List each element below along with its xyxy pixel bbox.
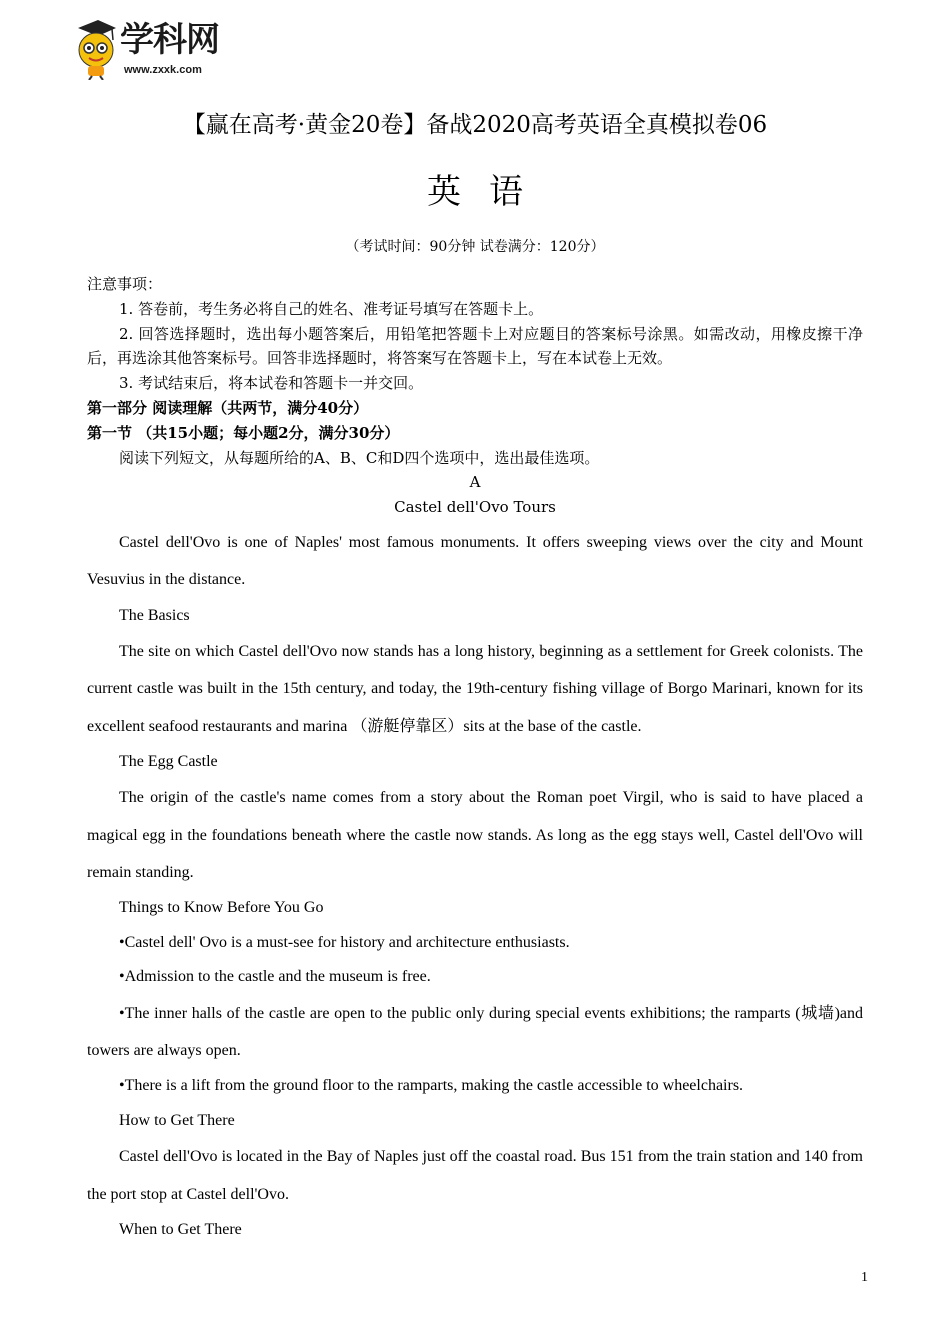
exam-title: 【赢在高考·黄金20卷】备战2020高考英语全真模拟卷06: [182, 112, 768, 138]
passage-body: [87, 524, 863, 1248]
logo-url: www.zxxk.com: [124, 64, 202, 76]
note-item: 3. 考试结束后，将本试卷和答题卡一并交回。: [119, 374, 424, 393]
note-item: 2. 回答选择题时，选出每小题答案后，用铅笔把答题卡上对应题目的答案标号涂黑。如需改动，用橡皮擦干净后，再选涂其他答案标号。回答非选择题时，将答案写在答题卡上，写在本试卷上无效。: [87, 324, 863, 368]
passage-letter: A: [469, 473, 481, 492]
passage-subheading: The Basics: [119, 606, 190, 624]
section-heading: 第一节 （共15小题；每小题2分，满分30分）: [87, 423, 400, 442]
part-heading: 第一部分 阅读理解（共两节，满分40分）: [87, 398, 369, 417]
site-logo: [72, 18, 242, 82]
passage-subheading: The Egg Castle: [119, 752, 218, 770]
passage-subheading: When to Get There: [119, 1221, 242, 1239]
passage-paragraph: The origin of the castle's name comes from a story about the Roman poet Virgil, who is said to have placed a magical egg in the foundations beneath where the castle now stands. As long as the egg stays well, Castel dell'Ovo will remain standing.: [87, 789, 863, 882]
exam-info: （考试时间：90分钟 试卷满分：120分）: [345, 239, 605, 255]
bullet-item: •There is a lift from the ground floor to the ramparts, making the castle accessible to wheelchairs.: [119, 1077, 744, 1095]
bullet-item: •Castel dell' Ovo is a must-see for history and architecture enthusiasts.: [119, 933, 570, 951]
note-item: 1. 答卷前，考生务必将自己的姓名、准考证号填写在答题卡上。: [119, 299, 544, 318]
bullet-item: •Admission to the castle and the museum is free.: [119, 968, 431, 986]
logo-wordmark: 学科网: [120, 20, 219, 60]
subject-heading: 英语: [427, 172, 551, 212]
page-number: 1: [861, 1270, 868, 1285]
mascot-icon: [72, 18, 120, 80]
passage-paragraph: Castel dell'Ovo is located in the Bay of Naples just off the coastal road. Bus 151 from the train station and 140 from the port stop at Castel dell'Ovo.: [87, 1148, 863, 1203]
passage-subheading: How to Get There: [119, 1111, 235, 1129]
instructions-block: [87, 272, 863, 520]
page-content: [87, 272, 863, 1248]
passage-title: Castel dell'Ovo Tours: [394, 498, 556, 517]
passage-paragraph: Castel dell'Ovo is one of Naples' most famous monuments. It offers sweeping views over the city and Mount Vesuvius in the distance.: [87, 533, 863, 589]
section-instruction: 阅读下列短文，从每题所给的A、B、C和D四个选项中，选出最佳选项。: [119, 448, 600, 467]
notes-heading: 注意事项：: [87, 275, 163, 293]
passage-paragraph: The site on which Castel dell'Ovo now stands has a long history, beginning as a settlement for Greek colonists. The current castle was built in the 15th century, and today, the 19th-century fishing village of Borgo Marinari, known for its excellent seafood restaurants and marina （游艇停靠区）sits at the base of the castle.: [87, 643, 863, 735]
passage-subheading: Things to Know Before You Go: [119, 899, 324, 917]
bullet-item: •The inner halls of the castle are open to the public only during special events exhibitions; the ramparts (城墙)and towers are always open.: [87, 1004, 863, 1060]
